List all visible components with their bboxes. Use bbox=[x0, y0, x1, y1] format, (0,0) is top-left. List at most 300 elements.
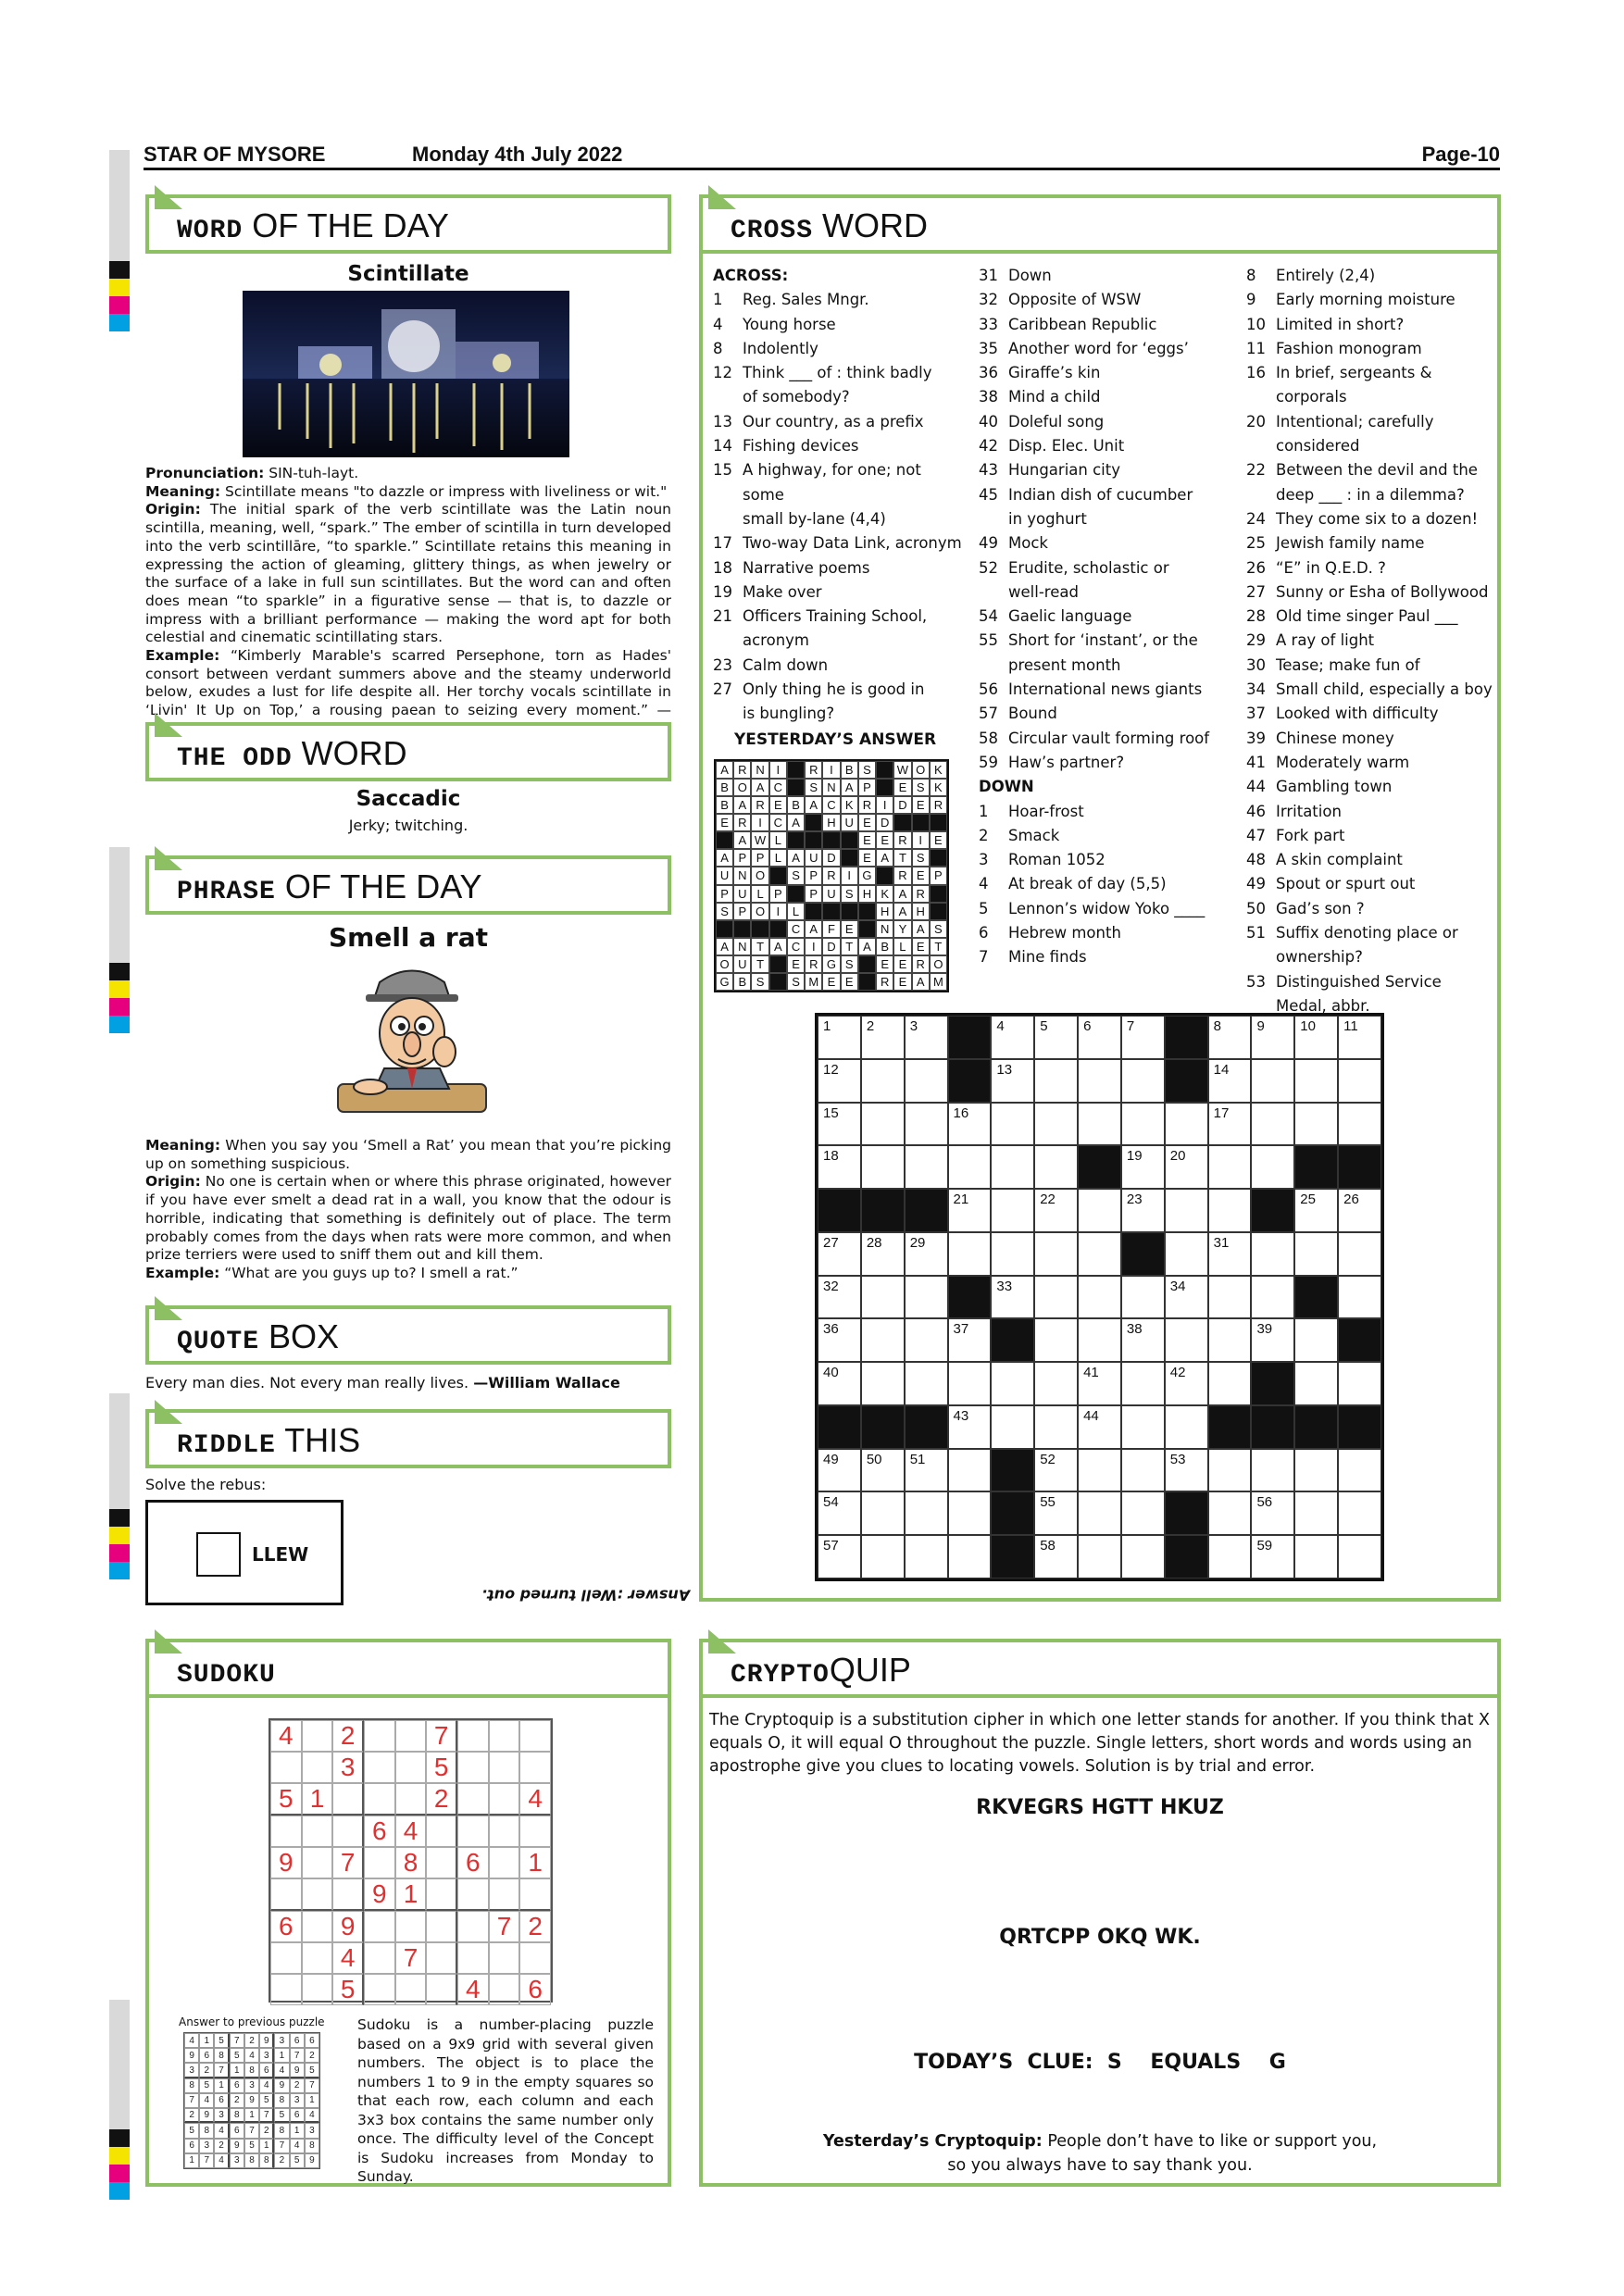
crossword-cell[interactable] bbox=[1121, 1318, 1165, 1362]
paper-name: STAR OF MYSORE bbox=[144, 143, 326, 166]
crossword-cell[interactable] bbox=[991, 1405, 1034, 1449]
sudoku-cell[interactable] bbox=[489, 1752, 520, 1783]
answer-letter: L bbox=[769, 849, 787, 867]
sudoku-cell[interactable] bbox=[519, 1720, 551, 1752]
crossword-cell[interactable] bbox=[861, 1491, 905, 1535]
quote-header bbox=[145, 1305, 671, 1365]
crossword-cell[interactable] bbox=[1294, 1189, 1338, 1232]
crossword-cell[interactable] bbox=[1078, 1016, 1121, 1059]
sudoku-cell[interactable] bbox=[332, 1816, 364, 1847]
crossword-cell[interactable] bbox=[1338, 1535, 1381, 1578]
crossword-cell[interactable] bbox=[1251, 1449, 1294, 1492]
crossword-cell[interactable] bbox=[991, 1016, 1034, 1059]
crossword-cell[interactable] bbox=[1338, 1103, 1381, 1146]
crossword-cell[interactable] bbox=[861, 1276, 905, 1319]
sudoku-cell[interactable]: 4 bbox=[457, 1974, 489, 2005]
crossword-cell[interactable] bbox=[1034, 1449, 1078, 1492]
crossword-cell[interactable] bbox=[948, 1491, 992, 1535]
crossword-cell[interactable] bbox=[1165, 1145, 1208, 1189]
crossword-cell[interactable] bbox=[1078, 1449, 1121, 1492]
sudoku-cell[interactable] bbox=[270, 1878, 302, 1911]
clue-number: 27 bbox=[713, 680, 732, 699]
crossword-cell[interactable] bbox=[905, 1016, 948, 1059]
clue-row bbox=[713, 434, 963, 458]
crossword-cell[interactable] bbox=[905, 1103, 948, 1146]
answer-letter: U bbox=[733, 885, 751, 903]
crossword-cell[interactable] bbox=[1034, 1103, 1078, 1146]
cell-number: 53 bbox=[1169, 1451, 1186, 1467]
crossword-cell[interactable] bbox=[1208, 1145, 1252, 1189]
crossword-cell[interactable] bbox=[1251, 1535, 1294, 1578]
sudoku-cell[interactable] bbox=[457, 1942, 489, 1974]
answer-letter: R bbox=[912, 885, 930, 903]
clue-text: Officers Training School, bbox=[743, 607, 928, 626]
sudoku-cell[interactable] bbox=[519, 1942, 551, 1974]
sudoku-cell[interactable]: 6 bbox=[519, 1974, 551, 2005]
sudoku-cell[interactable] bbox=[270, 1816, 302, 1847]
sudoku-cell[interactable] bbox=[457, 1911, 489, 1942]
crossword-cell[interactable] bbox=[1251, 1059, 1294, 1103]
crossword-cell[interactable] bbox=[1078, 1491, 1121, 1535]
crossword-cell[interactable] bbox=[1165, 1362, 1208, 1405]
crossword-cell[interactable] bbox=[818, 1535, 861, 1578]
sudoku-cell[interactable] bbox=[457, 1752, 489, 1783]
black-square bbox=[1251, 1362, 1294, 1405]
sudoku-cell[interactable]: 1 bbox=[395, 1878, 427, 1911]
sudoku-cell[interactable] bbox=[489, 1720, 520, 1752]
crossword-cell[interactable] bbox=[1208, 1449, 1252, 1492]
crossword-cell[interactable] bbox=[1251, 1318, 1294, 1362]
crossword-cell[interactable] bbox=[818, 1059, 861, 1103]
sudoku-cell[interactable] bbox=[457, 1878, 489, 1911]
crossword-cell[interactable] bbox=[1251, 1103, 1294, 1146]
crossword-cell[interactable] bbox=[861, 1103, 905, 1146]
sudoku-cell[interactable] bbox=[302, 1974, 333, 2005]
clue-number bbox=[713, 507, 743, 531]
previous-answer-cell: 2 bbox=[305, 2048, 319, 2063]
crossword-cell[interactable] bbox=[905, 1232, 948, 1276]
crossword-cell[interactable] bbox=[818, 1145, 861, 1189]
crossword-cell[interactable] bbox=[1208, 1016, 1252, 1059]
sudoku-cell[interactable]: 1 bbox=[519, 1847, 551, 1878]
crossword-cell[interactable] bbox=[1078, 1318, 1121, 1362]
sudoku-cell[interactable] bbox=[489, 1942, 520, 1974]
crossword-cell[interactable] bbox=[1294, 1103, 1338, 1146]
crossword-grid[interactable] bbox=[815, 1013, 1384, 1581]
black-square bbox=[991, 1449, 1034, 1492]
sudoku-cell[interactable] bbox=[302, 1752, 333, 1783]
crossword-cell[interactable] bbox=[1338, 1491, 1381, 1535]
sudoku-cell[interactable] bbox=[332, 1878, 364, 1911]
crossword-cell[interactable] bbox=[1034, 1189, 1078, 1232]
answer-letter: O bbox=[912, 761, 930, 779]
sudoku-cell[interactable]: 5 bbox=[270, 1783, 302, 1816]
crossword-cell[interactable] bbox=[905, 1059, 948, 1103]
sudoku-cell[interactable]: 7 bbox=[426, 1720, 457, 1752]
sudoku-cell[interactable] bbox=[364, 1974, 395, 2005]
crossword-cell[interactable] bbox=[1034, 1405, 1078, 1449]
sudoku-cell[interactable] bbox=[395, 1752, 427, 1783]
sudoku-cell[interactable] bbox=[364, 1847, 395, 1878]
crossword-cell[interactable] bbox=[1034, 1276, 1078, 1319]
sudoku-cell[interactable] bbox=[302, 1720, 333, 1752]
crossword-cell[interactable] bbox=[1034, 1145, 1078, 1189]
crossword-cell[interactable] bbox=[1078, 1232, 1121, 1276]
answer-letter: E bbox=[893, 779, 911, 796]
sudoku-cell[interactable] bbox=[332, 1783, 364, 1816]
sudoku-cell[interactable] bbox=[457, 1720, 489, 1752]
clue-text: Between the devil and the bbox=[1276, 461, 1478, 480]
crossword-cell[interactable] bbox=[905, 1276, 948, 1319]
answer-letter: R bbox=[912, 955, 930, 973]
sudoku-cell[interactable]: 7 bbox=[332, 1847, 364, 1878]
cell-number: 34 bbox=[1169, 1278, 1186, 1294]
crossword-cell[interactable] bbox=[1294, 1491, 1338, 1535]
crossword-cell[interactable] bbox=[1251, 1276, 1294, 1319]
clue-row bbox=[979, 775, 1229, 799]
crossword-cell[interactable] bbox=[1208, 1491, 1252, 1535]
crossword-cell[interactable] bbox=[1338, 1276, 1381, 1319]
crossword-cell[interactable] bbox=[948, 1318, 992, 1362]
sudoku-cell[interactable] bbox=[426, 1911, 457, 1942]
crossword-cell[interactable] bbox=[1251, 1145, 1294, 1189]
clue-text: Irritation bbox=[1276, 802, 1342, 820]
sudoku-cell[interactable]: 7 bbox=[489, 1911, 520, 1942]
crossword-cell[interactable] bbox=[905, 1362, 948, 1405]
sudoku-cell[interactable]: 3 bbox=[332, 1752, 364, 1783]
crossword-cell[interactable] bbox=[1338, 1232, 1381, 1276]
sudoku-cell[interactable] bbox=[489, 1783, 520, 1816]
crossword-cell[interactable] bbox=[1034, 1016, 1078, 1059]
crossword-cell[interactable] bbox=[1294, 1318, 1338, 1362]
crossword-cell[interactable] bbox=[1078, 1405, 1121, 1449]
clue-number: 45 bbox=[979, 485, 998, 504]
sudoku-cell[interactable]: 4 bbox=[332, 1942, 364, 1974]
clue-number: 44 bbox=[1246, 778, 1266, 796]
crossword-cell[interactable] bbox=[861, 1145, 905, 1189]
clue-number: 22 bbox=[1246, 461, 1266, 480]
sudoku-cell[interactable]: 4 bbox=[395, 1816, 427, 1847]
previous-answer-cell: 1 bbox=[184, 2153, 199, 2168]
crossword-cell[interactable] bbox=[1208, 1535, 1252, 1578]
crossword-cell[interactable] bbox=[905, 1145, 948, 1189]
clue-row bbox=[979, 385, 1229, 409]
previous-answer-cell: 3 bbox=[184, 2063, 199, 2078]
crossword-cell[interactable] bbox=[1251, 1491, 1294, 1535]
answer-letter: R bbox=[822, 867, 840, 884]
sudoku-cell[interactable] bbox=[395, 1720, 427, 1752]
crossword-cell[interactable] bbox=[991, 1276, 1034, 1319]
crossword-cell[interactable] bbox=[948, 1535, 992, 1578]
crossword-cell[interactable] bbox=[861, 1016, 905, 1059]
crossword-cell[interactable] bbox=[1208, 1189, 1252, 1232]
crossword-cell[interactable] bbox=[1121, 1405, 1165, 1449]
crossword-cell[interactable] bbox=[861, 1449, 905, 1492]
sudoku-cell[interactable] bbox=[426, 1816, 457, 1847]
previous-answer-cell: 4 bbox=[199, 2093, 214, 2108]
sudoku-cell[interactable] bbox=[426, 1974, 457, 2005]
sudoku-cell[interactable] bbox=[519, 1878, 551, 1911]
sudoku-cell[interactable] bbox=[426, 1878, 457, 1911]
sudoku-cell[interactable] bbox=[426, 1847, 457, 1878]
sudoku-cell[interactable] bbox=[395, 1974, 427, 2005]
crossword-cell[interactable] bbox=[1338, 1189, 1381, 1232]
previous-answer-cell: 5 bbox=[290, 2153, 305, 2168]
sudoku-cell[interactable] bbox=[364, 1752, 395, 1783]
previous-answer-cell: 2 bbox=[199, 2063, 214, 2078]
crossword-cell[interactable] bbox=[861, 1232, 905, 1276]
answer-letter: B bbox=[787, 796, 805, 814]
previous-answer-cell: 1 bbox=[274, 2048, 289, 2063]
black-square bbox=[841, 849, 858, 867]
crossword-cell[interactable] bbox=[1294, 1535, 1338, 1578]
sudoku-cell[interactable] bbox=[519, 1752, 551, 1783]
sudoku-cell[interactable]: 9 bbox=[270, 1847, 302, 1878]
sudoku-grid[interactable] bbox=[269, 1718, 553, 2003]
crossword-cell[interactable] bbox=[1294, 1232, 1338, 1276]
crossword-cell[interactable] bbox=[861, 1318, 905, 1362]
sudoku-cell[interactable] bbox=[302, 1911, 333, 1942]
rebus-box bbox=[145, 1500, 344, 1605]
crossword-cell[interactable] bbox=[1294, 1059, 1338, 1103]
sudoku-cell[interactable] bbox=[302, 1847, 333, 1878]
answer-letter: K bbox=[841, 796, 858, 814]
crossword-cell[interactable] bbox=[1121, 1189, 1165, 1232]
crossword-cell[interactable] bbox=[1078, 1103, 1121, 1146]
crossword-cell[interactable] bbox=[1078, 1535, 1121, 1578]
across-clues-col1 bbox=[713, 264, 963, 727]
black-square bbox=[733, 920, 751, 938]
crossword-cell[interactable] bbox=[818, 1103, 861, 1146]
sudoku-cell[interactable] bbox=[270, 1974, 302, 2005]
crossword-cell[interactable] bbox=[1294, 1362, 1338, 1405]
cell-number: 59 bbox=[1256, 1538, 1273, 1554]
clue-number: 46 bbox=[1246, 802, 1266, 820]
crossword-cell[interactable] bbox=[861, 1362, 905, 1405]
crossword-cell[interactable] bbox=[1208, 1059, 1252, 1103]
crossword-cell[interactable] bbox=[1078, 1059, 1121, 1103]
crossword-cell[interactable] bbox=[818, 1276, 861, 1319]
crossword-cell[interactable] bbox=[1165, 1318, 1208, 1362]
crossword-cell[interactable] bbox=[1208, 1103, 1252, 1146]
black-square bbox=[769, 973, 787, 991]
sudoku-cell[interactable] bbox=[364, 1783, 395, 1816]
sudoku-cell[interactable]: 7 bbox=[395, 1942, 427, 1974]
sudoku-cell[interactable]: 4 bbox=[519, 1783, 551, 1816]
crossword-cell[interactable] bbox=[1294, 1016, 1338, 1059]
crossword-cell[interactable] bbox=[1034, 1318, 1078, 1362]
crossword-cell[interactable] bbox=[948, 1405, 992, 1449]
sudoku-cell[interactable] bbox=[489, 1878, 520, 1911]
crossword-cell[interactable] bbox=[991, 1145, 1034, 1189]
crossword-cell[interactable] bbox=[1078, 1189, 1121, 1232]
answer-letter: N bbox=[822, 779, 840, 796]
clue-row bbox=[979, 288, 1229, 312]
section-title-small: QUOTE bbox=[177, 1328, 260, 1356]
crossword-cell[interactable] bbox=[1165, 1405, 1208, 1449]
sudoku-cell[interactable]: 9 bbox=[332, 1911, 364, 1942]
sudoku-cell[interactable]: 4 bbox=[270, 1720, 302, 1752]
crossword-cell[interactable] bbox=[991, 1189, 1034, 1232]
crossword-cell[interactable] bbox=[1338, 1449, 1381, 1492]
crossword-cell[interactable] bbox=[905, 1449, 948, 1492]
crossword-cell[interactable] bbox=[1208, 1232, 1252, 1276]
crossword-cell[interactable] bbox=[905, 1491, 948, 1535]
crossword-cell[interactable] bbox=[1078, 1276, 1121, 1319]
sudoku-cell[interactable]: 8 bbox=[395, 1847, 427, 1878]
sudoku-cell[interactable] bbox=[302, 1878, 333, 1911]
sudoku-cell[interactable] bbox=[395, 1911, 427, 1942]
crossword-cell[interactable] bbox=[1034, 1491, 1078, 1535]
crossword-cell[interactable] bbox=[905, 1318, 948, 1362]
sudoku-cell[interactable] bbox=[489, 1816, 520, 1847]
sudoku-cell[interactable] bbox=[489, 1974, 520, 2005]
crossword-cell[interactable] bbox=[1034, 1059, 1078, 1103]
crossword-cell[interactable] bbox=[991, 1232, 1034, 1276]
sudoku-cell[interactable] bbox=[457, 1783, 489, 1816]
clue-number: 7 bbox=[979, 948, 989, 967]
cell-number: 37 bbox=[953, 1321, 969, 1338]
crossword-cell[interactable] bbox=[1121, 1145, 1165, 1189]
sudoku-cell[interactable]: 6 bbox=[457, 1847, 489, 1878]
crossword-cell[interactable] bbox=[1121, 1491, 1165, 1535]
sudoku-cell[interactable]: 1 bbox=[302, 1783, 333, 1816]
crossword-cell[interactable] bbox=[1121, 1362, 1165, 1405]
cell-number: 18 bbox=[823, 1148, 839, 1165]
crossword-cell[interactable] bbox=[818, 1318, 861, 1362]
answer-letter: D bbox=[822, 938, 840, 955]
sudoku-cell[interactable]: 9 bbox=[364, 1878, 395, 1911]
crossword-cell[interactable] bbox=[861, 1059, 905, 1103]
sudoku-cell[interactable] bbox=[489, 1847, 520, 1878]
sudoku-cell[interactable]: 5 bbox=[426, 1752, 457, 1783]
crossword-cell[interactable] bbox=[861, 1535, 905, 1578]
sudoku-cell[interactable] bbox=[519, 1816, 551, 1847]
clue-text: Gambling town bbox=[1276, 778, 1393, 796]
crossword-cell[interactable] bbox=[948, 1232, 992, 1276]
clue-text: Spout or spurt out bbox=[1276, 875, 1416, 893]
clue-text: Narrative poems bbox=[743, 558, 870, 577]
quote-text bbox=[145, 1374, 671, 1393]
crossword-cell[interactable] bbox=[1165, 1103, 1208, 1146]
clue-text: Fork part bbox=[1276, 826, 1345, 844]
crossword-cell[interactable] bbox=[1208, 1276, 1252, 1319]
crossword-cell[interactable] bbox=[1338, 1016, 1381, 1059]
sudoku-cell[interactable] bbox=[270, 1942, 302, 1974]
crossword-cell[interactable] bbox=[1121, 1103, 1165, 1146]
sudoku-cell[interactable] bbox=[395, 1783, 427, 1816]
crossword-cell[interactable] bbox=[1251, 1232, 1294, 1276]
crossword-cell[interactable] bbox=[1251, 1016, 1294, 1059]
crossword-cell[interactable] bbox=[948, 1103, 992, 1146]
black-square bbox=[858, 973, 876, 991]
crossword-cell[interactable] bbox=[1165, 1189, 1208, 1232]
sudoku-cell[interactable]: 5 bbox=[332, 1974, 364, 2005]
clue-number: 55 bbox=[979, 631, 998, 650]
previous-answer-cell: 7 bbox=[214, 2063, 229, 2078]
crossword-cell[interactable] bbox=[1034, 1362, 1078, 1405]
crossword-cell[interactable] bbox=[818, 1449, 861, 1492]
crossword-cell[interactable] bbox=[948, 1449, 992, 1492]
clue-text: Tease; make fun of bbox=[1276, 655, 1420, 674]
crossword-cell[interactable] bbox=[948, 1189, 992, 1232]
black-square bbox=[1078, 1145, 1121, 1189]
crossword-cell[interactable] bbox=[991, 1059, 1034, 1103]
clue-row bbox=[1246, 483, 1501, 507]
crossword-cell[interactable] bbox=[1165, 1232, 1208, 1276]
crossword-cell[interactable] bbox=[818, 1362, 861, 1405]
crossword-cell[interactable] bbox=[1078, 1362, 1121, 1405]
sudoku-cell[interactable]: 6 bbox=[270, 1911, 302, 1942]
answer-letter: I bbox=[876, 796, 893, 814]
phrase-header bbox=[145, 855, 671, 915]
crossword-cell[interactable] bbox=[1165, 1449, 1208, 1492]
crossword-cell[interactable] bbox=[1034, 1232, 1078, 1276]
sudoku-cell[interactable] bbox=[426, 1942, 457, 1974]
cell-number: 38 bbox=[1126, 1321, 1143, 1338]
clue-number bbox=[979, 654, 1008, 678]
crossword-cell[interactable] bbox=[1121, 1535, 1165, 1578]
sudoku-cell[interactable] bbox=[457, 1816, 489, 1847]
sudoku-cell[interactable]: 2 bbox=[519, 1911, 551, 1942]
sudoku-cell[interactable] bbox=[364, 1720, 395, 1752]
pronunciation: SIN-tuh-layt. bbox=[264, 465, 359, 481]
previous-sudoku-answer bbox=[183, 2032, 320, 2169]
crossword-cell[interactable] bbox=[1121, 1449, 1165, 1492]
crossword-cell[interactable] bbox=[1338, 1059, 1381, 1103]
cell-number: 52 bbox=[1040, 1451, 1056, 1467]
crossword-cell[interactable] bbox=[991, 1362, 1034, 1405]
crossword-cell[interactable] bbox=[1338, 1362, 1381, 1405]
sudoku-cell[interactable] bbox=[364, 1942, 395, 1974]
previous-answer-cell: 5 bbox=[199, 2078, 214, 2093]
crossword-cell[interactable] bbox=[948, 1362, 992, 1405]
crossword-cell[interactable] bbox=[1294, 1449, 1338, 1492]
crossword-cell[interactable] bbox=[1165, 1276, 1208, 1319]
margin-bar bbox=[109, 847, 130, 963]
crossword-cell[interactable] bbox=[1121, 1016, 1165, 1059]
sudoku-cell[interactable]: 2 bbox=[332, 1720, 364, 1752]
crossword-cell[interactable] bbox=[991, 1103, 1034, 1146]
sudoku-cell[interactable] bbox=[364, 1911, 395, 1942]
cell-number: 51 bbox=[909, 1451, 926, 1467]
clue-row bbox=[713, 702, 963, 726]
previous-answer-cell: 9 bbox=[305, 2153, 319, 2168]
sudoku-cell[interactable] bbox=[302, 1942, 333, 1974]
crossword-cell[interactable] bbox=[948, 1145, 992, 1189]
crossword-cell[interactable] bbox=[1121, 1276, 1165, 1319]
crossword-cell[interactable] bbox=[1208, 1362, 1252, 1405]
crossword-cell[interactable] bbox=[905, 1535, 948, 1578]
clue-text: Circular vault forming roof bbox=[1008, 729, 1210, 747]
answer-letter: U bbox=[733, 955, 751, 973]
clue-row bbox=[979, 458, 1229, 482]
answer-letter: P bbox=[805, 867, 822, 884]
crossword-cell[interactable] bbox=[1121, 1059, 1165, 1103]
sudoku-cell[interactable]: 6 bbox=[364, 1816, 395, 1847]
sudoku-cell[interactable] bbox=[302, 1816, 333, 1847]
clue-number: 41 bbox=[1246, 753, 1266, 771]
crossword-cell[interactable] bbox=[1208, 1318, 1252, 1362]
crossword-cell[interactable] bbox=[818, 1232, 861, 1276]
sudoku-cell[interactable] bbox=[270, 1752, 302, 1783]
crossword-cell[interactable] bbox=[1034, 1535, 1078, 1578]
crossword-cell[interactable] bbox=[818, 1491, 861, 1535]
crossword-cell[interactable] bbox=[818, 1016, 861, 1059]
cell-number: 41 bbox=[1083, 1365, 1099, 1381]
black-square bbox=[769, 955, 787, 973]
sudoku-cell[interactable]: 2 bbox=[426, 1783, 457, 1816]
